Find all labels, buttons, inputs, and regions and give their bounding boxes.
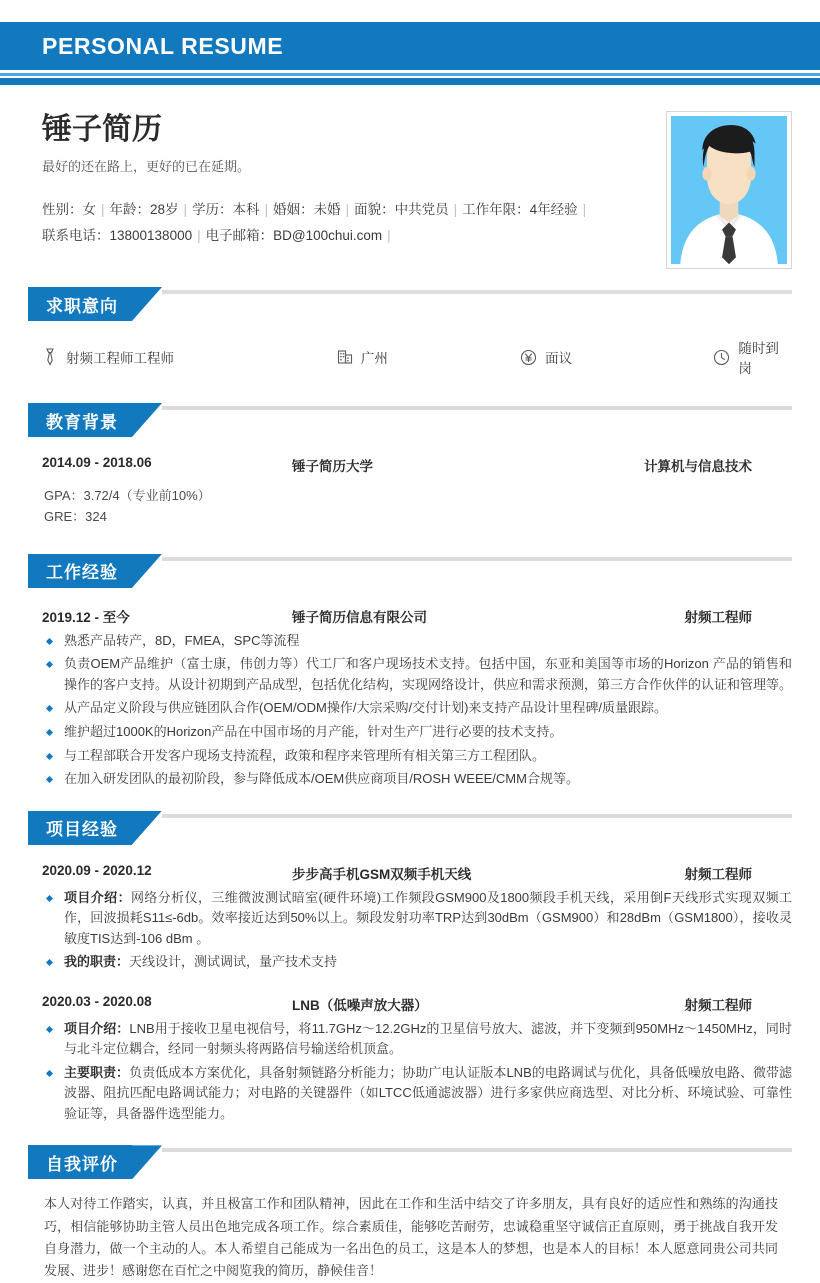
section-title-work: 工作经验 — [28, 554, 132, 588]
education-gpa: GPA：3.72/4（专业前10%） — [44, 488, 211, 503]
banner-bar — [0, 22, 820, 70]
avatar-illustration — [671, 116, 787, 264]
section-header-education — [28, 403, 792, 437]
top-banner — [0, 22, 820, 85]
profile-meta-row-1 — [42, 197, 666, 223]
meta-separator: | — [264, 201, 269, 217]
page-title: 锤子简历 — [42, 113, 162, 146]
project-role: 射频工程师 — [684, 997, 752, 1013]
bullet-item — [46, 1019, 792, 1060]
job-intention-availability — [713, 337, 792, 377]
section-notch — [132, 1145, 162, 1179]
meta-separator: | — [582, 201, 587, 217]
bullet-item — [46, 654, 792, 695]
banner-stripe-dark — [0, 78, 820, 85]
section-title-self-eval: 自我评价 — [28, 1145, 132, 1179]
education-major: 计算机与信息技术 — [644, 459, 752, 474]
section-rule — [162, 290, 792, 294]
bullet-text: 网络分析仪，三维微波测试暗室(硬件环境)工作频段GSM900及1800频段手机天线，采用倒F天线形式实现双频工作，回波损耗S11≤-6db。效率接近达到50%以上。频段发射功率TRP达到30dBm（GSM900）和28dBm（GSM1800），接收灵敏度TIS达到-106 dBm 。 — [64, 889, 792, 946]
section-header-job-intention — [28, 287, 792, 321]
profile-meta-item: 婚姻：未婚 — [273, 201, 341, 217]
work-date: 2019.12 - 至今 — [42, 609, 130, 625]
meta-separator: | — [345, 201, 350, 217]
bullet-item — [46, 1063, 792, 1125]
job-intention-salary-text: 面议 — [545, 351, 573, 366]
bullet-text: 维护超过1000K的Horizon产品在中国市场的月产能，针对生产厂进行必要的技术支持。 — [64, 724, 563, 739]
section-notch — [132, 403, 162, 437]
project-entry-header — [28, 994, 792, 1014]
project-name: 步步高手机GSM双频手机天线 — [292, 866, 472, 882]
work-bullet-list — [28, 631, 792, 790]
bullet-item — [46, 952, 792, 973]
bullet-text: LNB用于接收卫星电视信号，将11.7GHz～12.2GHz的卫星信号放大、滤波，并下变频到950MHz～1450MHz，同时与北斗定位耦合，经同一射频头将两路信号输送给机顶盒。 — [64, 1020, 792, 1057]
bullet-label: 我的职责： — [64, 954, 130, 970]
section-rule — [162, 814, 792, 818]
bullet-label: 项目介绍： — [64, 889, 131, 905]
bullet-item — [46, 631, 792, 652]
section-notch — [132, 554, 162, 588]
bullet-text: 从产品定义阶段与供应链团队合作(OEM/ODM操作/大宗采购/交付计划)来支持产品设计里程碑/质量跟踪。 — [64, 700, 668, 716]
project-date: 2020.09 - 2020.12 — [42, 862, 152, 878]
job-intention-city — [337, 347, 520, 367]
section-rule — [162, 557, 792, 561]
banner-title: PERSONAL RESUME — [42, 32, 284, 59]
section-body-self-eval — [0, 1179, 820, 1282]
section-header-projects — [28, 811, 792, 845]
meta-separator: | — [101, 201, 105, 217]
bullet-label: 项目介绍： — [64, 1020, 130, 1036]
self-eval-text: 本人对待工作踏实，认真，并且极富工作和团队精神，因此在工作和生活中结交了许多朋友，具有良好的适应性和熟练的沟通技巧，相信能够协助主管人员出色地完成各项工作。综合素质佳，能够吃苦耐劳，忠诚稳重坚守诚信正直原则，勇于挑战自我开发自身潜力，做一个主动的人。本人希望自己能成为一名出色的员工，这是本人的梦想，也是本人的目标！本人愿意同贵公司共同发展、进步！感谢您在百忙之中阅览我的简历，静候佳音！ — [44, 1196, 778, 1279]
meta-separator: | — [197, 227, 201, 243]
profile-meta-item: 电子邮箱：BD@100chui.com — [205, 227, 383, 243]
banner-stripe-light — [0, 73, 820, 76]
yen-icon — [520, 349, 537, 366]
bullet-text: 熟悉产品转产，8D，FMEA，SPC等流程 — [64, 632, 300, 648]
education-entry-header — [28, 455, 792, 475]
section-body-job-intention — [0, 321, 820, 377]
bullet-item — [46, 888, 792, 950]
section-body-projects — [0, 845, 820, 1125]
education-gre: GRE：324 — [44, 509, 107, 525]
section-title-job-intention: 求职意向 — [28, 287, 132, 321]
profile-tagline: 最好的还在路上，更好的已在延期。 — [42, 158, 251, 174]
project-bullet-list — [28, 1019, 792, 1125]
avatar-photo — [671, 116, 787, 264]
job-intention-position-text: 射频工程师工程师 — [66, 351, 174, 366]
building-icon — [337, 349, 353, 365]
meta-separator: | — [453, 201, 458, 217]
bullet-item — [46, 722, 792, 743]
profile-meta-item: 学历：本科 — [192, 201, 260, 217]
bullet-item — [46, 769, 792, 790]
bullet-label: 主要职责： — [64, 1064, 130, 1080]
bullet-text: 与工程部联合开发客户现场支持流程，政策和程序来管理所有相关第三方工程团队。 — [64, 747, 546, 763]
job-intention-salary — [520, 347, 713, 367]
profile-meta-item: 年龄：28岁 — [109, 201, 179, 217]
section-rule — [162, 406, 792, 410]
profile-meta-item: 工作年限：4年经验 — [462, 201, 578, 217]
profile-header — [0, 85, 820, 269]
section-header-work — [28, 554, 792, 588]
project-date: 2020.03 - 2020.08 — [42, 993, 152, 1009]
section-rule — [162, 1148, 792, 1152]
job-intention-position — [42, 347, 337, 367]
section-title-education: 教育背景 — [28, 403, 132, 437]
tie-icon — [42, 348, 58, 366]
project-role: 射频工程师 — [684, 866, 752, 882]
work-role: 射频工程师 — [684, 609, 752, 625]
profile-text-block — [42, 111, 666, 269]
meta-separator: | — [387, 227, 391, 243]
profile-meta-item: 联系电话：13800138000 — [42, 227, 193, 243]
project-entry-header — [28, 863, 792, 883]
profile-meta-row-2 — [42, 223, 666, 249]
section-header-self-eval — [28, 1145, 792, 1179]
bullet-text: 负责OEM产品维护（富士康，伟创力等）代工厂和客户现场技术支持。包括中国，东亚和美国等市场的Horizon 产品的销售和操作的客户支持。从设计初期到产品成型，包括优化结构，实现网络设计，供应和需求预测，第三方合作伙伴的认证和管理等。 — [64, 656, 793, 692]
bullet-text: 在加入研发团队的最初阶段，参与降低成本/OEM供应商项目/ROSH WEEE/CMM合规等。 — [64, 771, 579, 787]
work-company: 锤子简历信息有限公司 — [292, 609, 427, 625]
meta-separator: | — [183, 201, 188, 217]
project-bullet-list — [28, 888, 792, 973]
education-school: 锤子简历大学 — [292, 459, 373, 474]
avatar — [666, 111, 792, 269]
profile-meta-item: 性别：女 — [42, 201, 96, 217]
section-title-projects: 项目经验 — [28, 811, 132, 845]
section-notch — [132, 287, 162, 321]
clock-icon — [713, 349, 730, 366]
project-name: LNB（低噪声放大器） — [292, 997, 428, 1013]
bullet-text: 天线设计，测试调试，量产技术支持 — [129, 954, 338, 970]
section-notch — [132, 811, 162, 845]
section-body-work — [0, 588, 820, 790]
job-intention-availability-text: 随时到岗 — [738, 341, 779, 376]
profile-meta-item: 面貌：中共党员 — [354, 201, 449, 217]
job-intention-row — [28, 321, 792, 377]
work-entry-header — [28, 606, 792, 626]
job-intention-city-text: 广州 — [360, 351, 388, 366]
bullet-item — [46, 698, 792, 719]
bullet-text: 负责低成本方案优化，具备射频链路分析能力；协助广电认证版本LNB的电路调试与优化，具备低噪放电路、微带滤波器、阻抗匹配电路调试能力；对电路的关键器件（如LTCC低通滤波器）进行多家供应商选型、对比分析、环境试验、可靠性验证等，具备器件选型能力。 — [64, 1064, 792, 1121]
section-body-education — [0, 437, 820, 528]
bullet-item — [46, 746, 792, 767]
education-date: 2014.09 - 2018.06 — [42, 455, 152, 470]
